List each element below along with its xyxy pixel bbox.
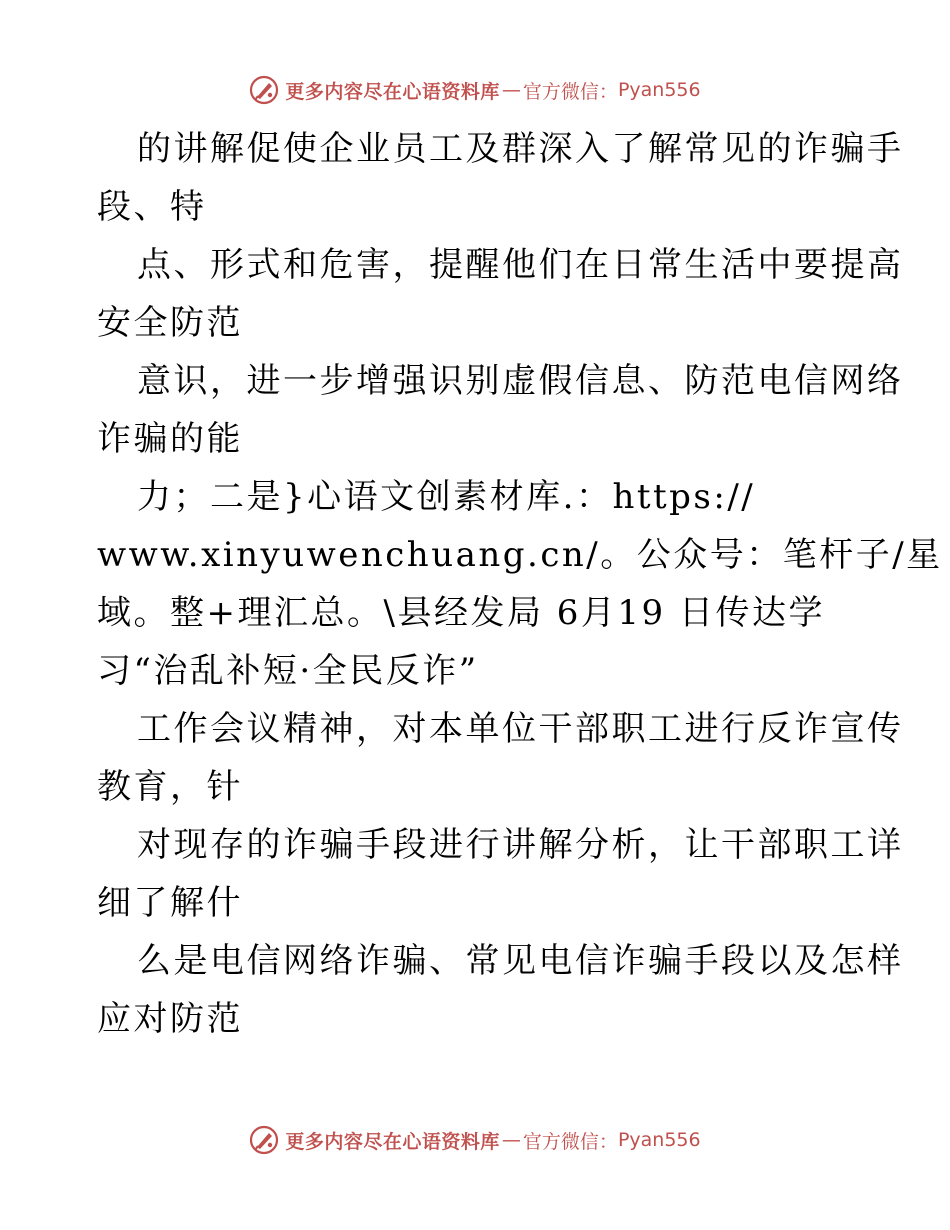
body-line: 教育，针 — [97, 767, 243, 807]
body-line: 应对防范 — [97, 999, 243, 1039]
footer-banner — [0, 1120, 950, 1160]
quill-pen-logo-icon — [249, 75, 279, 105]
banner-dash: — — [501, 1129, 521, 1151]
document-body — [97, 120, 943, 1048]
body-line: 细了解什 — [97, 883, 243, 923]
banner-wechat-id: Pyan556 — [617, 79, 701, 101]
banner-wechat-id: Pyan556 — [617, 1129, 701, 1151]
header-banner — [0, 70, 950, 110]
body-line: 意识，进一步增强识别虚假信息、防范电信网络 — [137, 361, 904, 401]
body-line: 么是电信网络诈骗、常见电信诈骗手段以及怎样 — [137, 941, 904, 981]
body-line: 工作会议精神，对本单位干部职工进行反诈宣传 — [137, 709, 904, 749]
banner-dash: — — [501, 79, 521, 101]
body-line: 域。整+理汇总。\县经发局 6月19 日传达学 — [97, 593, 825, 633]
banner-title: 更多内容尽在心语资料库 — [285, 80, 500, 103]
body-line: 习“治乱补短·全民反诈” — [97, 651, 479, 691]
body-line: 对现存的诈骗手段进行讲解分析，让干部职工详 — [137, 825, 904, 865]
quill-pen-logo-icon — [249, 1125, 279, 1155]
body-line: 的讲解促使企业员工及群深入了解常见的诈骗手 — [137, 129, 904, 169]
body-line: 段、特 — [97, 187, 207, 227]
banner-wechat-label: 官方微信： — [522, 80, 618, 103]
body-line: www.xinyuwenchuang.cn/。公众号：笔杆子/星 — [97, 535, 943, 575]
body-line: 安全防范 — [97, 303, 243, 343]
banner-title: 更多内容尽在心语资料库 — [285, 1130, 500, 1153]
body-line: 力；二是}心语文创素材库.：https:// — [137, 477, 756, 517]
body-line: 诈骗的能 — [97, 419, 243, 459]
banner-wechat-label: 官方微信： — [522, 1130, 618, 1153]
body-line: 点、形式和危害，提醒他们在日常生活中要提高 — [137, 245, 904, 285]
